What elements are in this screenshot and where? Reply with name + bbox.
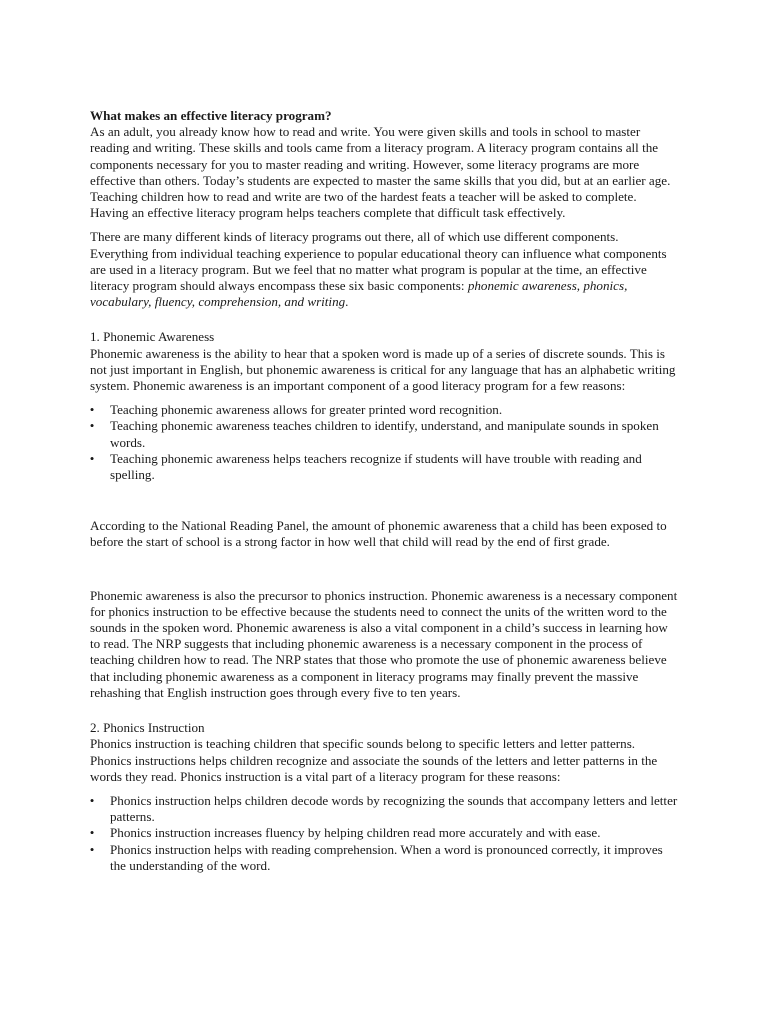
precursor-paragraph: Phonemic awareness is also the precursor to phonics instruction. Phonemic awareness is a necessary component for phonics instruction to be effective because the students need to connect the units of the written word to the sounds in the spoken word. Phonemic awareness is also a vital component in a child’s success in learning how to read. The NRP suggests that including phonemic awareness is a necessary component in the process of teaching children how to read. The NRP states that those who promote the use of phonemic awareness believe that including phonemic awareness as a component in literacy programs may finally prevent the massive rehashing that English instruction goes through every five to ten years. (90, 587, 678, 700)
bullet-icon: • (89, 841, 95, 857)
list-item-text: Phonics instruction increases fluency by helping children read more accurately and with ease. (110, 825, 601, 841)
list-item (90, 842, 678, 874)
list-item (90, 418, 678, 450)
bullet-icon: • (89, 825, 95, 841)
document-page (90, 108, 678, 874)
kinds-paragraph (90, 229, 678, 310)
list-item-text: Phonics instruction helps children decode words by recognizing the sounds that accompany letters and letter patterns. (110, 792, 678, 825)
section-heading-phonics-instruction: 2. Phonics Instruction (90, 720, 205, 736)
document-title: What makes an effective literacy program? (90, 108, 332, 123)
list-item-text: Phonics instruction helps with reading comprehension. When a word is pronounced correctly, it improves the understanding of the word. (110, 841, 663, 873)
list-item (90, 825, 678, 841)
list-item-text: Teaching phonemic awareness allows for greater printed word recognition. (110, 402, 503, 418)
kinds-lead-text: There are many different kinds of literacy programs out there, all of which use different components. Everything from individual teaching experience to popular educational theory can influence what components are used in a literacy program. But we feel that no matter what program is popular at the time, an effective literacy program should always encompass these six basic components: (90, 229, 667, 294)
list-item (90, 402, 678, 418)
bullet-icon: • (89, 450, 95, 466)
section-heading-phonemic-awareness: 1. Phonemic Awareness (90, 329, 215, 345)
bullet-icon: • (89, 792, 95, 808)
bullet-icon: • (89, 418, 95, 434)
components-list-text: phonemic awareness, phonics, vocabulary, fluency, comprehension, and writing (90, 278, 628, 310)
phonics-instruction-paragraph: Phonics instruction is teaching children that specific sounds belong to specific letters and letter patterns. Phonics instructions helps children recognize and associate the sounds of the letters and letter patterns in the words they read. Phonics instruction is a vital part of a literacy program for these reasons: (90, 736, 658, 784)
list-item (90, 451, 678, 483)
phonics-instruction-bullet-list (90, 793, 678, 874)
bullet-icon: • (89, 402, 95, 418)
list-item (90, 793, 678, 825)
kinds-end-text: . (345, 294, 349, 310)
nrp-paragraph: According to the National Reading Panel, the amount of phonemic awareness that a child has been exposed to before the start of school is a strong factor in how well that child will read by the end of first grade. (90, 518, 667, 550)
intro-paragraph: As an adult, you already know how to read and write. You were given skills and tools in school to master reading and writing. These skills and tools came from a literacy program. A literacy program contains all the components necessary for you to master reading and writing. However, some literacy programs are more effective than others. Today’s students are expected to master the same skills that you did, but at an earlier age. Teaching children how to read and write are two of the hardest feats a teacher will be asked to complete. Having an effective literacy program helps teachers complete that difficult task effectively. (90, 124, 671, 221)
list-item-text: Teaching phonemic awareness helps teachers recognize if students will have trouble with reading and spelling. (110, 450, 642, 483)
list-item-text: Teaching phonemic awareness teaches children to identify, understand, and manipulate sounds in spoken words. (110, 418, 659, 450)
phonemic-awareness-paragraph: Phonemic awareness is the ability to hear that a spoken word is made up of a series of discrete sounds. This is not just important in English, but phonemic awareness is critical for any language that has an alphabetic writing system. Phonemic awareness is an important component of a good literacy program for a few reasons: (90, 345, 676, 394)
phonemic-awareness-bullet-list (90, 402, 678, 483)
